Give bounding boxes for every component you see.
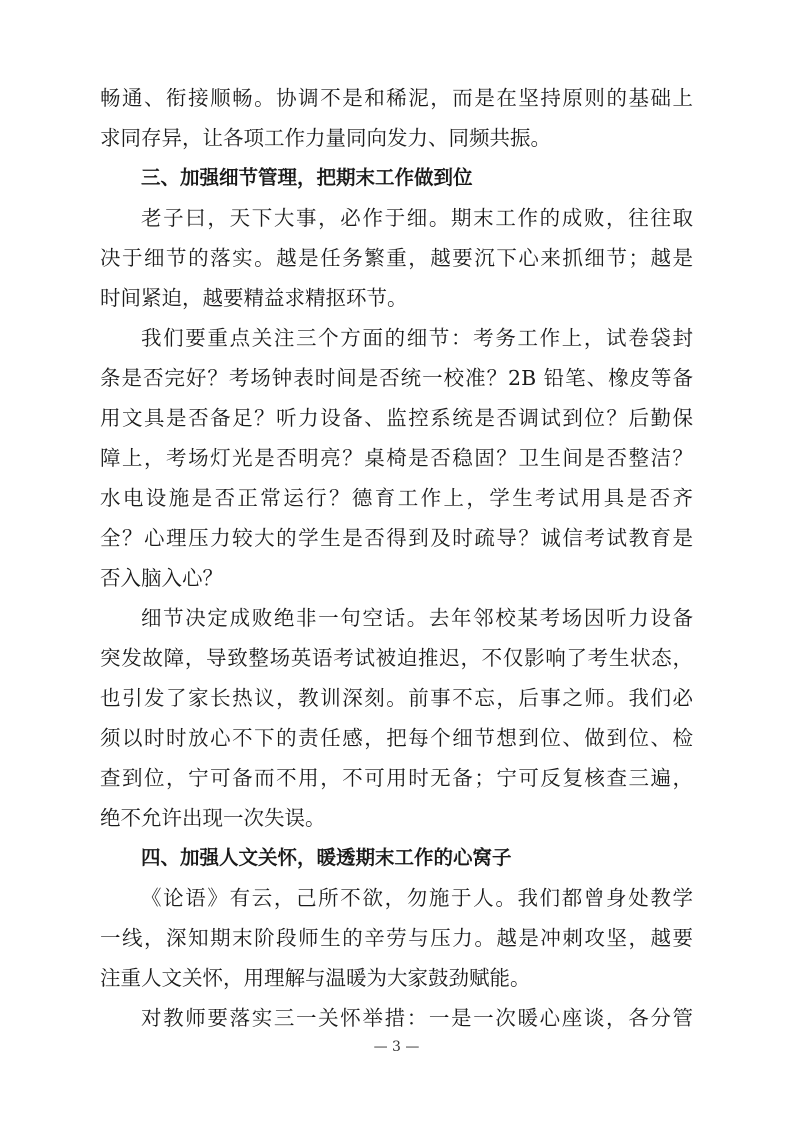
- body-text-line: 对教师要落实三一关怀举措：一是一次暖心座谈，各分管: [141, 1006, 693, 1030]
- body-text-line: 决于细节的落实。越是任务繁重，越要沉下心来抓细节；越是: [100, 246, 693, 270]
- body-text-line: 障上，考场灯光是否明亮？桌椅是否稳固？卫生间是否整洁？: [100, 446, 693, 470]
- body-text-line: 细节决定成败绝非一句空话。去年邻校某考场因听力设备: [141, 606, 693, 630]
- body-text-line: 注重人文关怀，用理解与温暖为大家鼓劲赋能。: [100, 966, 531, 990]
- body-text-line: 畅通、衔接顺畅。协调不是和稀泥，而是在坚持原则的基础上: [100, 86, 693, 110]
- body-text-line: 查到位，宁可备而不用，不可用时无备；宁可反复核查三遍，: [100, 766, 693, 790]
- body-text-line: 求同存异，让各项工作力量同向发力、同频共振。: [100, 126, 551, 150]
- body-text-line: 用文具是否备足？听力设备、监控系统是否调试到位？后勤保: [100, 406, 693, 430]
- body-text-line: 也引发了家长热议，教训深刻。前事不忘，后事之师。我们必: [100, 686, 693, 710]
- page-number: — 3 —: [373, 1039, 420, 1055]
- body-text-line: 条是否完好？考场钟表时间是否统一校准？2B 铅笔、橡皮等备: [100, 366, 693, 390]
- body-text-line: 绝不允许出现一次失误。: [100, 806, 326, 830]
- section-heading-3: 三、加强细节管理，把期末工作做到位: [141, 166, 473, 189]
- body-text-line: 一线，深知期末阶段师生的辛劳与压力。越是冲刺攻坚，越要: [100, 926, 693, 950]
- section-heading-4: 四、加强人文关怀，暖透期末工作的心窝子: [141, 846, 512, 869]
- body-text-line: 须以时时放心不下的责任感，把每个细节想到位、做到位、检: [100, 726, 693, 750]
- body-text-line: 水电设施是否正常运行？德育工作上，学生考试用具是否齐: [100, 486, 693, 510]
- body-text-line: 《论语》有云，己所不欲，勿施于人。我们都曾身处教学: [141, 886, 693, 910]
- body-text-line: 我们要重点关注三个方面的细节：考务工作上，试卷袋封: [141, 326, 693, 350]
- body-text-line: 否入脑入心？: [100, 566, 223, 590]
- body-text-line: 全？心理压力较大的学生是否得到及时疏导？诚信考试教育是: [100, 526, 693, 550]
- body-text-line: 突发故障，导致整场英语考试被迫推迟，不仅影响了考生状态，: [100, 646, 693, 670]
- body-text-line: 老子曰，天下大事，必作于细。期末工作的成败，往往取: [141, 206, 693, 230]
- body-text-line: 时间紧迫，越要精益求精抠环节。: [100, 286, 408, 310]
